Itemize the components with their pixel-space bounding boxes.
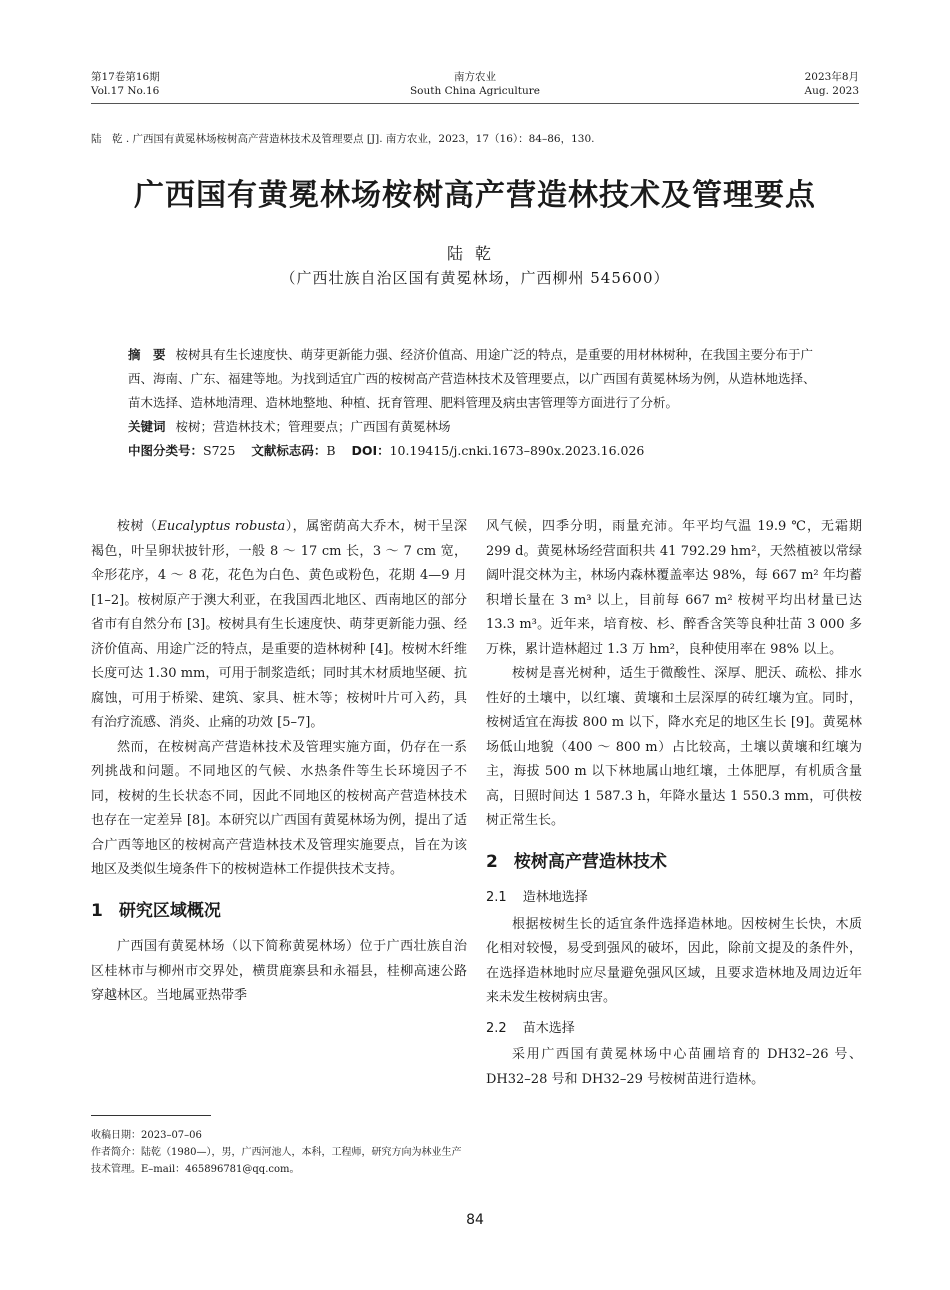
footnote-divider [91, 1115, 211, 1116]
doccode-label: 文献标志码： [251, 443, 327, 458]
journal-name-cn: 南方农业 [454, 71, 496, 83]
subsection-2-1-heading [486, 886, 862, 911]
left-column [91, 515, 467, 1009]
site-selection-paragraph: 根据桉树生长的适宜条件选择造林地。因桉树生长快，木质化相对较慢，易受到强风的破坏，因此，除前文提及的条件外，在选择造林地时应尽量避免强风区域，且要求造林地及周边近年来未发生桉树病虫害。 [486, 916, 862, 1005]
date-cn: 2023年8月 [804, 71, 859, 83]
study-area-paragraph: 广西国有黄冕林场（以下简称黄冕林场）位于广西壮族自治区桂林市与柳州市交界处，横贯鹿寨县和永福县，桂柳高速公路穿越林区。当地属亚热带季 [91, 939, 467, 1003]
received-date: 收稿日期：2023–07–06 [91, 1130, 202, 1141]
footnote [91, 1127, 471, 1178]
section-2-heading [486, 850, 862, 875]
doccode-value: B [326, 443, 336, 458]
volume-en: Vol.17 No.16 [91, 85, 160, 97]
section-1-number: 1 [91, 900, 103, 921]
right-column [486, 515, 862, 1092]
clc-value: S725 [203, 443, 236, 458]
author-bio: 作者简介：陆乾（1980—），男，广西河池人，本科，工程师，研究方向为林业生产技术管理。E–mail：465896781@qq.com。 [91, 1147, 462, 1175]
intro-text: ），属密荫高大乔木，树干呈深褐色，叶呈卵状披针形，一般 8 ～ 17 cm 长，3 ～ 7 cm 宽，伞形花序，4 ～ 8 花，花色为白色、黄色或粉色，花期 4—9 月 [1–2]。桉树原产于澳大利亚，在我国西北地区、西南地区的部分省市有自然分布 [3]。桉树具有生长速度快、萌芽更新能力强、经济价值高、用途广泛的特点，是重要的造林树种 [4]。桉树木纤维长度可达 1.30 mm，可用于制浆造纸；同时其木材质地坚硬、抗腐蚀，可用于桥梁、建筑、家具、桩木等；桉树叶片可入药，具有治疗流感、消炎、止痛的功效 [5–7]。 [91, 519, 467, 730]
journal-name-en: South China Agriculture [409, 85, 540, 97]
abstract-label: 摘 要 [128, 347, 166, 362]
date-en: Aug. 2023 [804, 85, 859, 97]
species-latin-name: Eucalyptus robusta [157, 519, 286, 534]
citation: 陆 乾 . 广西国有黄冕林场桉树高产营造林技术及管理要点 [J]. 南方农业，2023，17（16）：84–86，130. [91, 133, 595, 145]
section-2-number: 2 [486, 851, 498, 872]
paper-title: 广西国有黄冕林场桉树高产营造林技术及管理要点 [134, 178, 816, 213]
intro-prefix: 桉树（ [117, 519, 158, 534]
subsection-2-2-heading [486, 1017, 862, 1042]
author-affiliation: （广西壮族自治区国有黄冕林场，广西柳州 545600） [280, 269, 670, 287]
subsection-2-1-number: 2.1 [486, 890, 507, 905]
classification [128, 439, 822, 463]
soil-paragraph: 桉树是喜光树种，适生于微酸性、深厚、肥沃、疏松、排水性好的土壤中，以红壤、黄壤和土层深厚的砖红壤为宜。同时，桉树适宜在海拔 800 m 以下，降水充足的地区生长 [9]。黄冕林场低山地貌（400 ～ 800 m）占比较高，土壤以黄壤和红壤为主，海拔 500 m 以下林地属山地红壤，土体肥厚，有机质含量高，日照时间达 1 587.3 h，年降水量达 1 550.3 mm，可供桉树正常生长。 [486, 666, 862, 828]
subsection-2-2-number: 2.2 [486, 1020, 507, 1036]
abstract-text: 桉树具有生长速度快、萌芽更新能力强、经济价值高、用途广泛的特点，是重要的用材林树种，在我国主要分布于广西、海南、广东、福建等地。为找到适宜广西的桉树高产营造林技术及管理要点，以广西国有黄冕林场为例，从造林地选择、苗木选择、造林地清理、造林地整地、种植、抚育管理、肥料管理及病虫害管理等方面进行了分析。 [128, 347, 816, 410]
clc-label: 中图分类号： [128, 443, 204, 458]
subsection-2-2-title: 苗木选择 [522, 1020, 575, 1036]
keywords-label: 关键词 [128, 419, 166, 434]
subsection-2-1-title: 造林地选择 [522, 890, 588, 905]
doi-value: 10.19415/j.cnki.1673–890x.2023.16.026 [389, 443, 645, 458]
intro-paragraph-1 [91, 515, 467, 736]
running-header [91, 70, 859, 102]
keywords-text: 桉树；营造林技术；管理要点；广西国有黄冕林场 [175, 419, 451, 434]
volume-cn: 第17卷第16期 [91, 71, 160, 83]
climate-paragraph: 风气候，四季分明，雨量充沛。年平均气温 19.9 ℃，无霜期 299 d。黄冕林场经营面积共 41 792.29 hm²，天然植被以常绿阔叶混交林为主，林场内森林覆盖率达 98%，每 667 m² 年均蓄积增长量在 3 m³ 以上，目前每 667 m² 桉树平均出材量已达 13.3 m³。近年来，培育桉、杉、醉香含笑等良种壮苗 3 000 多万株，累计造林超过 1.3 万 hm²，良种使用率在 98% 以上。 [486, 519, 862, 657]
abstract-block [128, 343, 822, 463]
journal-name [91, 70, 859, 98]
keywords [128, 415, 822, 439]
section-2-title: 桉树高产营造林技术 [513, 851, 667, 872]
section-1-title: 研究区域概况 [118, 900, 221, 921]
abstract [128, 343, 822, 415]
header-divider [91, 103, 859, 104]
seedling-selection-paragraph: 采用广西国有黄冕林场中心苗圃培育的 DH32–26 号、DH32–28 号和 DH32–29 号桉树苗进行造林。 [486, 1047, 862, 1087]
section-1-heading [91, 899, 467, 924]
intro-paragraph-2: 然而，在桉树高产营造林技术及管理实施方面，仍存在一系列挑战和问题。不同地区的气候、水热条件等生长环境因子不同，桉树的生长状态不同，因此不同地区的桉树高产营造林技术也存在一定差异 [8]。本研究以广西国有黄冕林场为例，提出了适合广西等地区的桉树高产营造林技术及管理实施要点，旨在为该地区及类似生境条件下的桉树造林工作提供技术支持。 [91, 739, 467, 877]
issue-date [805, 70, 859, 98]
doi-label: DOI： [351, 443, 390, 458]
page-number: 84 [466, 1212, 484, 1228]
author-name: 陆乾 [446, 244, 503, 263]
